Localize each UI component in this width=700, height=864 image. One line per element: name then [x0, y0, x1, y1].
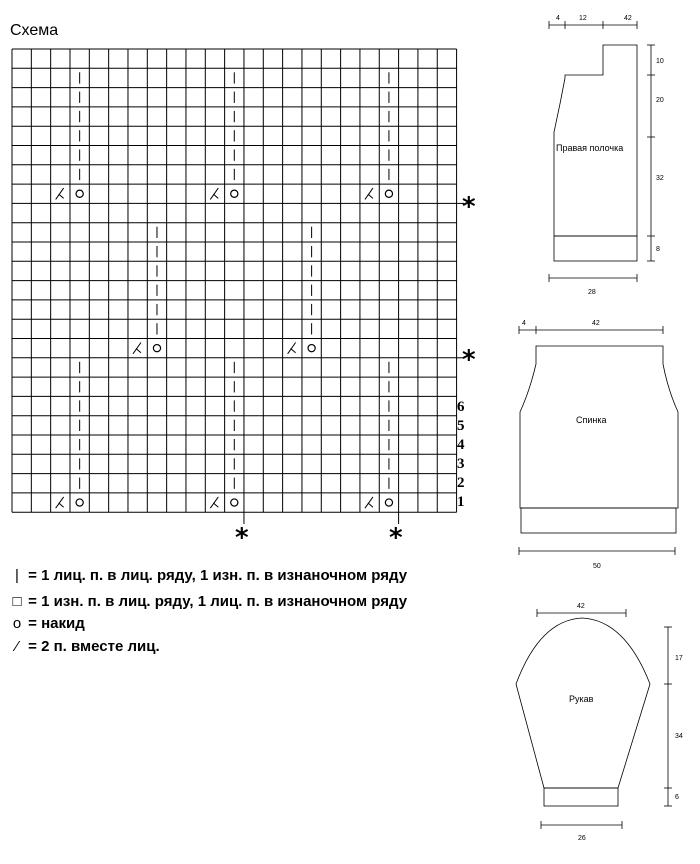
row-number-4: 4 [457, 437, 465, 453]
dim-label: 26 [578, 835, 586, 842]
repeat-star-marker: * [235, 523, 249, 553]
dim-label: 34 [675, 733, 683, 740]
legend-text: = 2 п. вместе лиц. [28, 638, 160, 655]
back-piece [519, 326, 678, 555]
row-number-6: 6 [457, 399, 465, 415]
back-label: Спинка [576, 415, 607, 425]
dim-label: 4 [522, 320, 526, 327]
right-front-label: Правая полочка [556, 143, 624, 153]
repeat-star-marker: * [462, 192, 476, 222]
legend-text: = 1 лиц. п. в лиц. ряду, 1 изн. п. в изнаночном ряду [28, 567, 408, 584]
dim-label: 17 [675, 655, 683, 662]
dim-label: 50 [593, 563, 601, 570]
dim-label: 12 [579, 15, 587, 22]
dim-label: 42 [592, 320, 600, 327]
purl-stitch-icon: □ [12, 593, 22, 610]
dim-label: 4 [556, 15, 560, 22]
sleeve-label: Рукав [569, 694, 594, 704]
row-number-3: 3 [457, 456, 465, 472]
row-number-2: 2 [457, 475, 465, 491]
row-number-5: 5 [457, 418, 465, 434]
dim-label: 28 [588, 289, 596, 296]
legend-text: = 1 изн. п. в лиц. ряду, 1 лиц. п. в изнаночном ряду [28, 593, 408, 610]
dim-label: 42 [624, 15, 632, 22]
dim-label: 8 [656, 246, 660, 253]
chart-title: Схема [10, 22, 59, 39]
repeat-star-marker: * [389, 523, 403, 553]
dim-label: 6 [675, 794, 679, 801]
knit-stitch-icon: | [15, 567, 19, 584]
repeat-star-marker: * [462, 345, 476, 375]
dim-label: 32 [656, 175, 664, 182]
row-number-1: 1 [457, 494, 465, 510]
legend-text: = накид [28, 615, 85, 632]
k2tog-icon: ⁄ [15, 638, 19, 655]
dim-label: 20 [656, 97, 664, 104]
yarn-over-icon: o [12, 615, 22, 632]
dim-label: 42 [577, 603, 585, 610]
dim-label: 10 [656, 58, 664, 65]
sleeve-piece [516, 609, 672, 829]
